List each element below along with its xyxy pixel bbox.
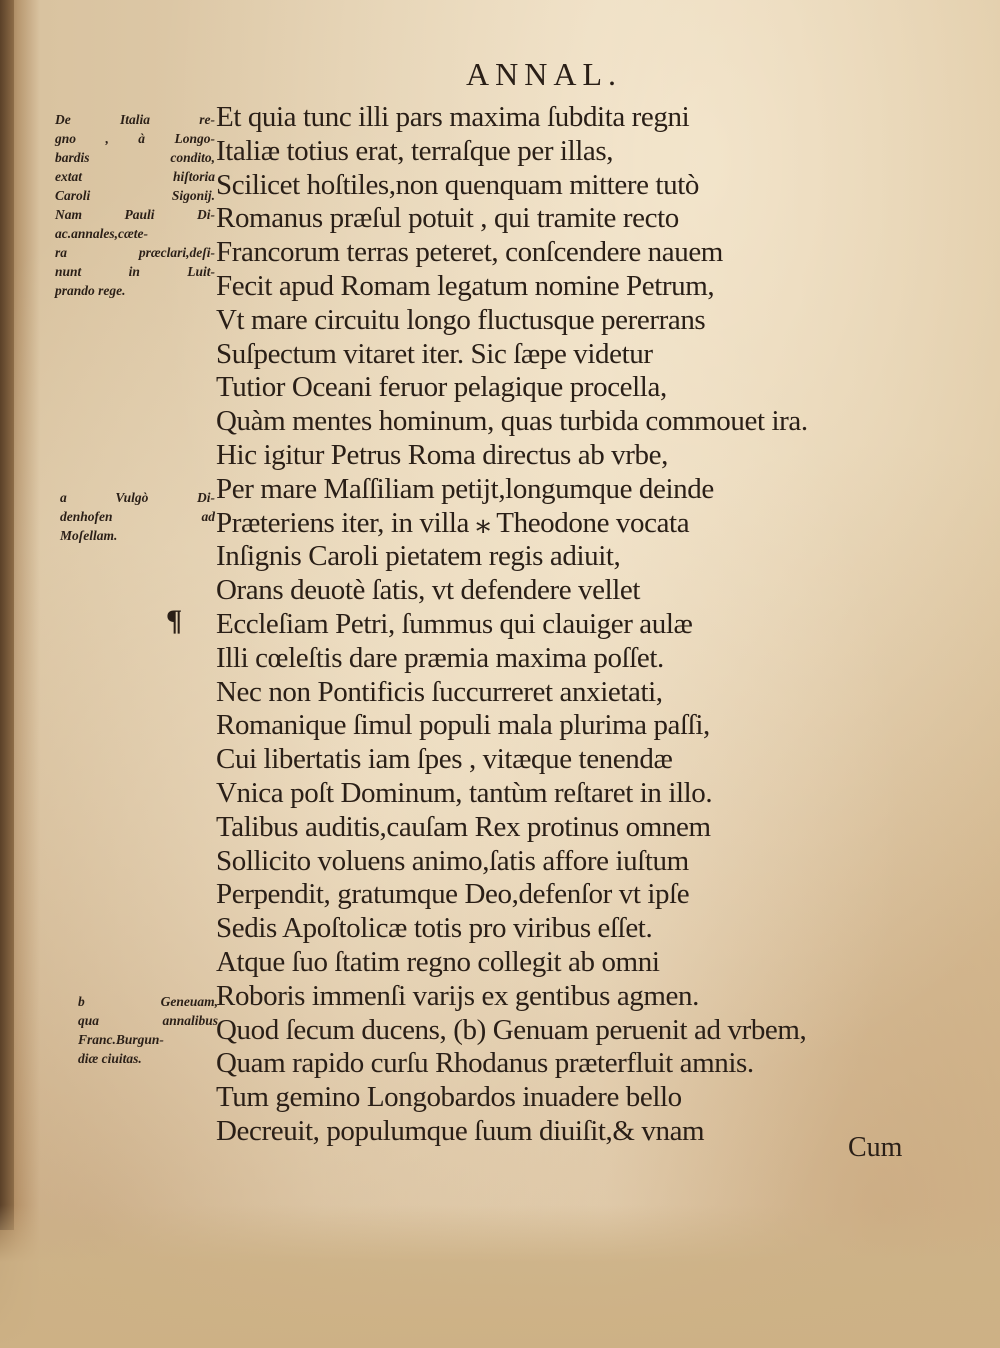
- margin-gloss-italia: [55, 110, 215, 300]
- gloss-line: diæ ciuitas.: [78, 1051, 142, 1066]
- verse-line: Hic igitur Petrus Roma directus ab vrbe,: [216, 438, 668, 471]
- pilcrow-mark: ¶: [166, 604, 183, 637]
- gloss-line: b Geneuam,: [78, 994, 218, 1009]
- verse-line: Inſignis Caroli pietatem regis adiuit,: [216, 540, 621, 573]
- verse-line: Scilicet hoſtiles,non quenquam mittere tutò: [216, 168, 699, 201]
- verse-line: Præteriens iter, in villa ⁎ Theodone vocata: [216, 506, 690, 539]
- verse-line: Tum gemino Longobardos inuadere bello: [216, 1081, 682, 1114]
- gloss-line: denhofen ad: [60, 509, 215, 524]
- margin-gloss-geneuam: [78, 992, 218, 1068]
- binding-edge: [0, 0, 14, 1230]
- verse-line: Orans deuotè ſatis, vt defendere vellet: [216, 574, 641, 607]
- verse-line: Sollicito voluens animo,ſatis affore iuſtum: [216, 844, 689, 877]
- verse-line: Sedis Apoſtolicæ totis pro viribus eſſet.: [216, 912, 653, 945]
- verse-line: Quam rapido curſu Rhodanus præterfluit amnis.: [216, 1047, 754, 1080]
- gloss-line: extat hiſtoria: [55, 169, 215, 184]
- gloss-line: Moſellam.: [60, 528, 118, 543]
- gloss-line: ac.annales,cæte-: [55, 226, 148, 241]
- gloss-line: Nam Pauli Di-: [55, 207, 215, 222]
- verse-line: Fecit apud Romam legatum nomine Petrum,: [216, 269, 715, 302]
- verse-line: Per mare Maſſiliam petijt,longumque deinde: [216, 472, 714, 505]
- verse-line: Nec non Pontificis ſuccurreret anxietati,: [216, 675, 663, 708]
- gloss-line: prando rege.: [55, 283, 126, 298]
- verse-line: Eccleſiam Petri, ſummus qui clauiger aulæ: [216, 607, 693, 640]
- gloss-line: Caroli Sigonij.: [55, 188, 215, 203]
- verse-line: Romanus præſul potuit , qui tramite recto: [216, 202, 679, 235]
- verse-line: Roboris immenſi varijs ex gentibus agmen.: [216, 979, 699, 1012]
- gloss-line: ra præclari,deſi-: [55, 245, 215, 260]
- verse-line: Atque ſuo ſtatim regno collegit ab omni: [216, 945, 660, 978]
- verse-line: Quod ſecum ducens, (b) Genuam peruenit ad vrbem,: [216, 1013, 807, 1046]
- gloss-line: De Italia re-: [55, 112, 215, 127]
- verse-line: Francorum terras peteret, conſcendere nauem: [216, 236, 723, 269]
- gloss-line: Franc.Burgun-: [78, 1032, 164, 1047]
- verse-line: Perpendit, gratumque Deo,defenſor vt ipſe: [216, 878, 690, 911]
- verse-line: Quàm mentes hominum, quas turbida commouet ira.: [216, 405, 808, 438]
- verse-line: Et quia tunc illi pars maxima ſubdita regni: [216, 101, 690, 133]
- verse-line: Vnica poſt Dominum, tantùm reſtaret in illo.: [216, 776, 713, 809]
- verse-line: Romanique ſimul populi mala plurima paſſi,: [216, 709, 710, 742]
- verse-line: Vt mare circuitu longo fluctusque pererrans: [216, 303, 706, 336]
- verse-line: Italiæ totius erat, terraſque per illas,: [216, 134, 614, 167]
- verse-line: Tutior Oceani feruor pelagique procella,: [216, 371, 667, 404]
- gloss-line: a Vulgò Di-: [60, 490, 215, 505]
- gloss-line: qua annalibus: [78, 1013, 218, 1028]
- verse-line: Decreuit, populumque ſuum diuiſit,& vnam: [216, 1114, 705, 1147]
- verse-line: Illi cœleſtis dare præmia maxima poſſet.: [216, 641, 664, 674]
- verse-line: Suſpectum vitaret iter. Sic ſæpe videtur: [216, 337, 653, 370]
- verse-text: [216, 101, 808, 1149]
- running-head: ANNAL.: [466, 56, 622, 92]
- gloss-line: nunt in Luit-: [55, 264, 215, 279]
- verse-line: Cui libertatis iam ſpes , vitæque tenendæ: [216, 743, 673, 776]
- gloss-line: gno , à Longo-: [55, 131, 215, 146]
- page-bottom-stain: [0, 1205, 1000, 1348]
- verse-line: Talibus auditis,cauſam Rex protinus omnem: [216, 810, 711, 843]
- gloss-line: bardis condito,: [55, 150, 215, 165]
- margin-gloss-vulgo: [60, 488, 215, 545]
- catchword: Cum: [848, 1132, 903, 1163]
